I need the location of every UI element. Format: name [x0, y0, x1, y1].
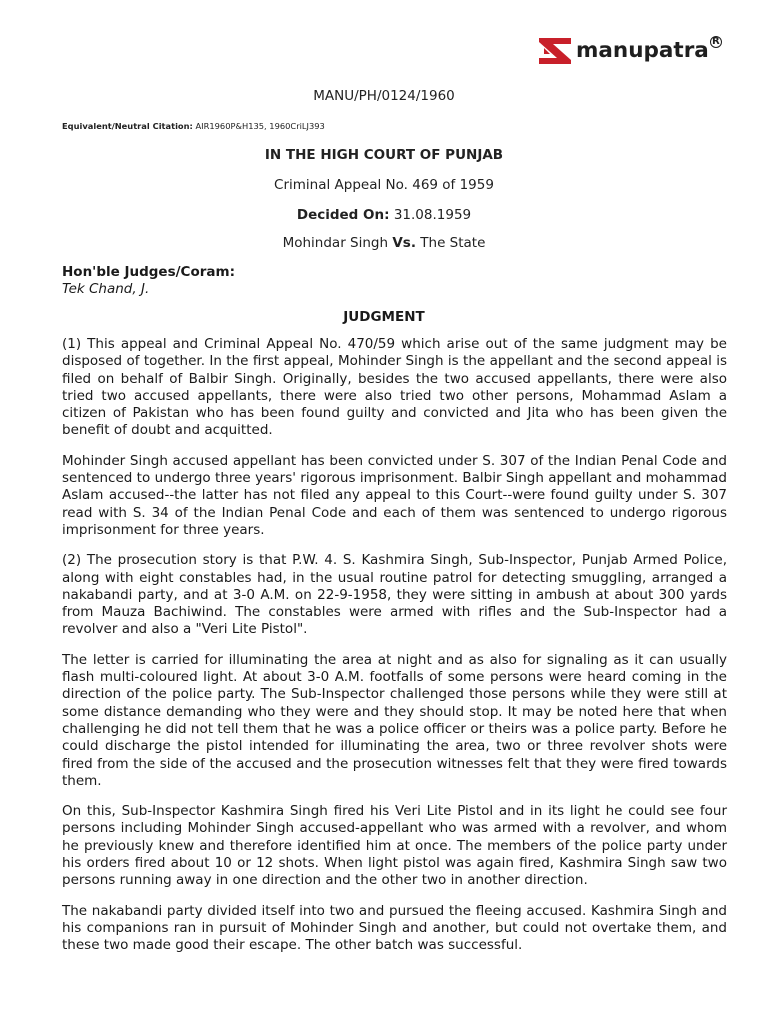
paragraph: The nakabandi party divided itself into two and pursued the fleeing accused. Kashmira Singh and his companions ran in pursuit of Mohinder Singh and another, but could not overtake them, and these two made good their escape. The other batch was successful. [62, 902, 727, 954]
judgment-heading: JUDGMENT [343, 309, 425, 325]
case-parties [0, 235, 768, 251]
paragraph: (1) This appeal and Criminal Appeal No. 470/59 which arise out of the same judgment may be disposed of together. In the first appeal, Mohinder Singh is the appellant and the second appeal is filed on behalf of Balbir Singh. Originally, besides the two accused appellants, there were also tried two accused appellants, there were also tried two other persons, Mohammad Aslam a citizen of Pakistan who has been found guilty and convicted and Jita who has been given the benefit of doubt and acquitted. [62, 336, 727, 439]
case-citation: MANU/PH/0124/1960 [313, 88, 455, 104]
paragraph: Mohinder Singh accused appellant has been convicted under S. 307 of the Indian Penal Code and sentenced to undergo three years' rigorous imprisonment. Balbir Singh appellant and mohammad Aslam accused--the latter has not filed any appeal to this Court--were found guilty under S. 307 read with S. 34 of the Indian Penal Code and each of them was sentenced to undergo rigorous imprisonment for three years. [62, 452, 727, 538]
paragraph: On this, Sub-Inspector Kashmira Singh fired his Veri Lite Pistol and in its light he could see four persons including Mohinder Singh accused-appellant who was armed with a revolver, and whom he previously knew and therefore identified him at once. The members of the police party under his orders fired about 10 or 12 shots. When light pistol was again fired, Kashmira Singh saw two persons running away in one direction and the other two in another direction. [62, 803, 727, 889]
registered-mark: R [710, 36, 722, 48]
brand-name: manupatra [576, 38, 709, 64]
party-respondent: The State [420, 235, 486, 251]
equivalent-citation-label: Equivalent/Neutral Citation: [62, 121, 193, 131]
coram-label: Hon'ble Judges/Coram: [62, 264, 235, 280]
party-appellant: Mohindar Singh [282, 235, 389, 251]
decided-on [0, 207, 768, 223]
appeal-number: Criminal Appeal No. 469 of 1959 [274, 177, 494, 193]
paragraph: The letter is carried for illuminating the area at night and as also for signaling as it can usually flash multi-coloured light. At about 3-0 A.M. footfalls of some persons were heard coming in the direction of the police party. The Sub-Inspector challenged those persons while they were still at some distance demanding who they were and they should stop. It may be noted here that when challenging he did not tell them that he was a police officer or theirs was a police party. Before he could discharge the pistol intended for illuminating the area, two or three revolver shots were fired from the side of the accused and the prosecution witnesses felt that they were fired towards them. [62, 651, 727, 789]
equivalent-citation [62, 121, 325, 131]
paragraph: (2) The prosecution story is that P.W. 4. S. Kashmira Singh, Sub-Inspector, Punjab Armed Police, along with eight constables had, in the usual routine patrol for detecting smuggling, arranged a nakabandi party, and at 3-0 A.M. on 22-9-1958, they were sitting in ambush at about 300 yards from Mauza Bachiwind. The constables were armed with rifles and the Sub-Inspector had a revolver and also a "Veri Lite Pistol". [62, 552, 727, 638]
manupatra-logo-icon [537, 36, 573, 66]
judgment-body [62, 336, 727, 968]
court-name: IN THE HIGH COURT OF PUNJAB [264, 147, 504, 163]
manupatra-logo [537, 36, 722, 66]
coram-judge: Tek Chand, J. [62, 281, 150, 297]
decided-on-label: Decided On: [296, 207, 390, 223]
decided-on-date: 31.08.1959 [393, 207, 472, 223]
equivalent-citation-value: AIR1960P&H135, 1960CriLJ393 [195, 121, 325, 131]
versus-label: Vs. [392, 235, 416, 251]
